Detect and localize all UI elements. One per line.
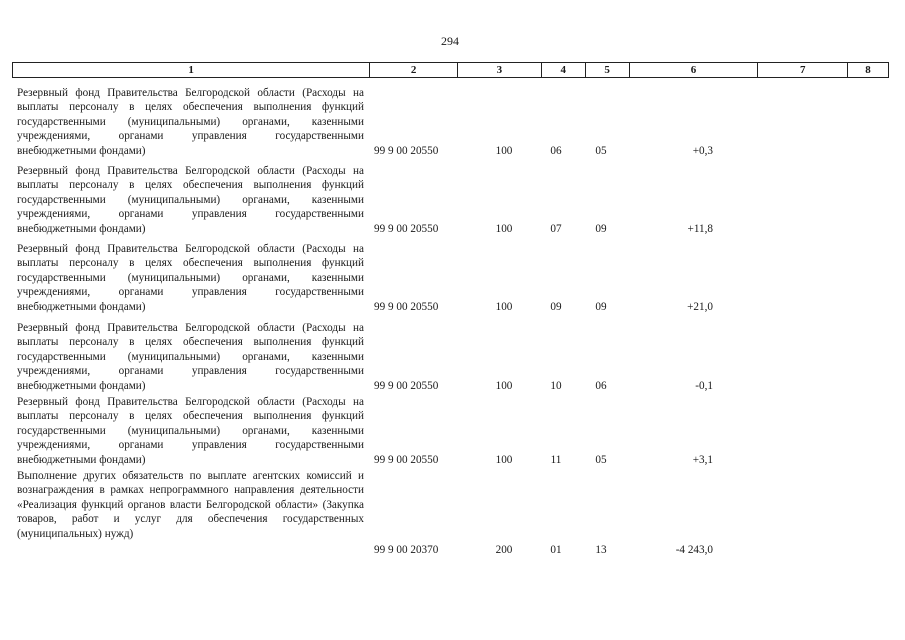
row-section: 10 [550,380,562,392]
row-amount: +3,1 [692,454,713,466]
row-description: Резервный фонд Правительства Белгородской области (Расходы на выплаты персоналу в целях обеспечения выполнения функций государственными (муниципальными) органами, казенными учреждениями, органами управления государственными внебюджетными фондами) [17,322,364,392]
row-description: Резервный фонд Правительства Белгородской области (Расходы на выплаты персоналу в целях обеспечения выполнения функций государственными (муниципальными) органами, казенными учреждениями, органами управления государственными внебюджетными фондами) [17,87,364,157]
header-cell: 2 [370,63,458,77]
row-subsection: 06 [595,380,607,392]
header-cell: 6 [630,63,759,77]
row-amount: +0,3 [692,145,713,157]
row-target-code: 99 9 00 20550 [374,223,439,235]
row-subsection: 09 [595,223,607,235]
header-cell: 3 [458,63,542,77]
row-section: 11 [550,454,562,466]
row-target-code: 99 9 00 20370 [374,544,439,556]
page-number: 294 [441,34,459,48]
row-section: 06 [550,145,562,157]
header-cell: 5 [586,63,630,77]
row-section: 09 [550,301,562,313]
header-cell: 7 [758,63,848,77]
row-subsection: 13 [595,544,607,556]
row-subsection: 05 [595,145,607,157]
row-amount: -0,1 [695,380,713,392]
row-description: Резервный фонд Правительства Белгородской области (Расходы на выплаты персоналу в целях обеспечения выполнения функций государственными (муниципальными) органами, казенными учреждениями, органами управления государственными внебюджетными фондами) [17,165,364,235]
row-expense-type: 100 [495,380,513,392]
row-subsection: 05 [595,454,607,466]
row-amount: +11,8 [687,223,713,235]
row-amount: +21,0 [687,301,713,313]
header-cell: 8 [865,63,871,76]
row-expense-type: 100 [495,454,513,466]
row-description: Резервный фонд Правительства Белгородской области (Расходы на выплаты персоналу в целях обеспечения выполнения функций государственными (муниципальными) органами, казенными учреждениями, органами управления государственными внебюджетными фондами) [17,243,364,313]
row-target-code: 99 9 00 20550 [374,454,439,466]
table-header [12,62,889,78]
row-target-code: 99 9 00 20550 [374,301,439,313]
header-cell: 4 [542,63,586,77]
row-target-code: 99 9 00 20550 [374,380,439,392]
header-cell: 1 [13,63,370,77]
row-subsection: 09 [595,301,607,313]
row-expense-type: 100 [495,223,513,235]
row-section: 07 [550,223,562,235]
row-amount: -4 243,0 [675,544,713,556]
row-expense-type: 100 [495,145,513,157]
row-description: Выполнение других обязательств по выплате агентских комиссий и вознаграждения в рамках непрограммного направления деятельности «Реализация функций органов власти Белгородской области» (Закупка товаров, работ и услуг для обеспечения государственных (муниципальных) нужд) [17,470,364,540]
row-expense-type: 100 [495,301,513,313]
row-target-code: 99 9 00 20550 [374,145,439,157]
row-description: Резервный фонд Правительства Белгородской области (Расходы на выплаты персоналу в целях обеспечения выполнения функций государственными (муниципальными) органами, казенными учреждениями, органами управления государственными внебюджетными фондами) [17,396,364,466]
row-expense-type: 200 [495,544,513,556]
row-section: 01 [550,544,562,556]
